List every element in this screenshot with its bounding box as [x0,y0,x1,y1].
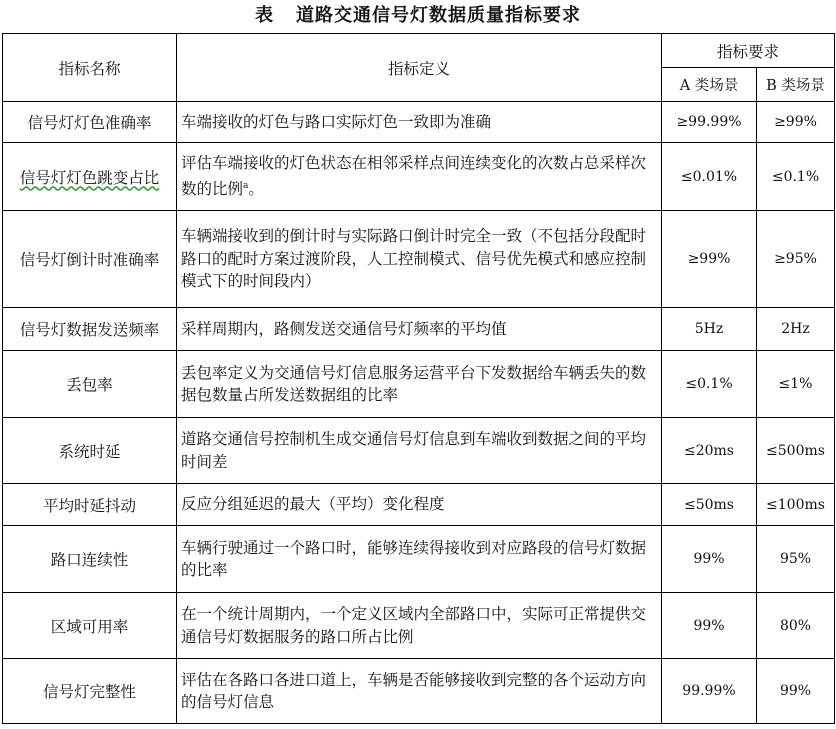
table-row [3,143,835,211]
row-definition: 反应分组延迟的最大（平均）变化程度 [177,484,662,526]
row-value-b: ≥99% [757,102,835,143]
row-name: 平均时延抖动 [3,484,177,526]
table-title-prefix: 表 [255,5,274,26]
table-row [3,593,835,659]
row-value-a: 99% [662,526,757,593]
row-value-a: ≤50ms [662,484,757,526]
row-definition: 车辆端接收到的倒计时与实际路口倒计时完全一致（不包括分段配时路口的配时方案过渡阶段，人工控制模式、信号优先模式和感应控制模式下的时间段内） [177,211,662,308]
row-value-b: ≤0.1% [757,143,835,211]
row-definition: 道路交通信号控制机生成交通信号灯信息到车端收到数据之间的平均时间差 [177,418,662,484]
row-name: 信号灯倒计时准确率 [3,211,177,308]
row-name: 信号灯完整性 [3,659,177,724]
row-definition: 采样周期内，路侧发送交通信号灯频率的平均值 [177,308,662,351]
row-value-b: 99% [757,659,835,724]
row-name: 丢包率 [3,351,177,418]
header-indicator-requirement: 指标要求 [662,34,835,68]
row-name: 信号灯灯色准确率 [3,102,177,143]
row-name [3,143,177,211]
row-name: 系统时延 [3,418,177,484]
row-name-text: 信号灯灯色跳变占比 [19,168,160,187]
header-indicator-name: 指标名称 [3,34,177,102]
table-row [3,659,835,724]
row-value-b: ≥95% [757,211,835,308]
row-value-a: 99% [662,593,757,659]
row-value-a: ≤0.1% [662,351,757,418]
row-value-b: ≤1% [757,351,835,418]
row-name: 路口连续性 [3,526,177,593]
row-definition: 在一个统计周期内，一个定义区域内全部路口中，实际可正常提供交通信号灯数据服务的路口所占比例 [177,593,662,659]
table-row [3,484,835,526]
row-name: 信号灯数据发送频率 [3,308,177,351]
row-value-a: 99.99% [662,659,757,724]
header-scene-b: B 类场景 [757,68,835,102]
header-indicator-definition: 指标定义 [177,34,662,102]
row-value-a: 5Hz [662,308,757,351]
row-value-b: 2Hz [757,308,835,351]
row-value-a: ≥99.99% [662,102,757,143]
table-row [3,102,835,143]
table-row [3,526,835,593]
row-definition-text: 评估车端接收的灯色状态在相邻采样点间连续变化的次数占总采样次数的比例 [181,154,647,199]
table-row [3,351,835,418]
row-value-b: 80% [757,593,835,659]
row-definition-end: 。 [248,180,264,199]
row-value-b: ≤100ms [757,484,835,526]
row-value-a: ≥99% [662,211,757,308]
row-name: 区域可用率 [3,593,177,659]
header-scene-a: A 类场景 [662,68,757,102]
table-title [0,0,836,32]
table-row [3,418,835,484]
footnote-marker: a [243,180,249,191]
row-definition: 评估在各路口各进口道上，车辆是否能够接收到完整的各个运动方向的信号灯信息 [177,659,662,724]
table-row [3,308,835,351]
row-value-b: 95% [757,526,835,593]
row-definition [177,143,662,211]
row-value-a: ≤0.01% [662,143,757,211]
table-row [3,211,835,308]
row-value-a: ≤20ms [662,418,757,484]
row-definition: 丢包率定义为交通信号灯信息服务运营平台下发数据给车辆丢失的数据包数量占所发送数据组的比率 [177,351,662,418]
quality-indicator-table [2,33,835,724]
table-title-text: 道路交通信号灯数据质量指标要求 [296,5,581,26]
row-value-b: ≤500ms [757,418,835,484]
row-definition: 车辆行驶通过一个路口时，能够连续得接收到对应路段的信号灯数据的比率 [177,526,662,593]
row-definition: 车端接收的灯色与路口实际灯色一致即为准确 [177,102,662,143]
